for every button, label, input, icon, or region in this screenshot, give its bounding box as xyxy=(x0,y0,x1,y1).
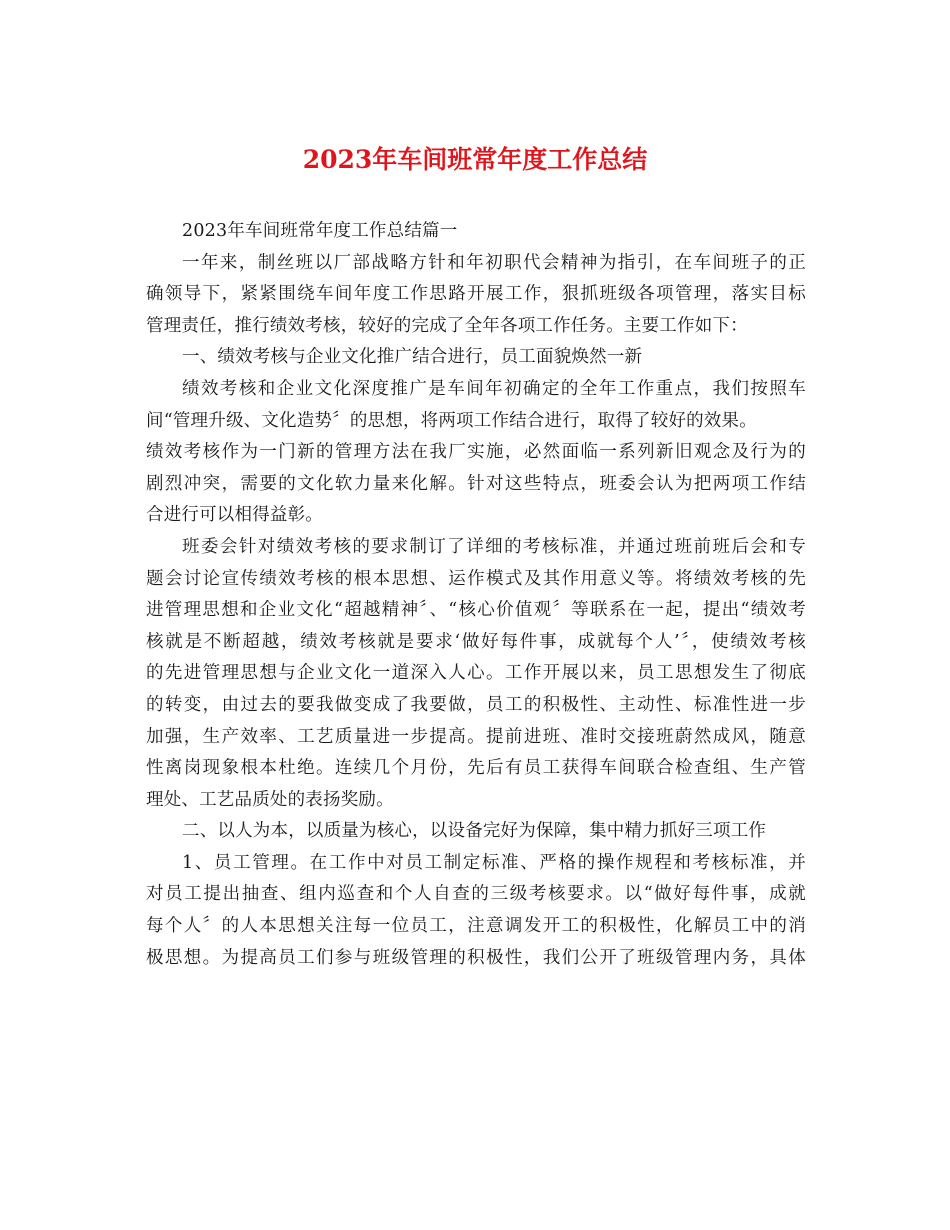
paragraph-line: 班委会针对绩效考核的要求制订了详细的考核标准，并通过班前班后会和专 xyxy=(182,536,806,557)
document-title: 2023年车间班常年度工作总结 xyxy=(302,145,648,174)
paragraph-line: 绩效考核作为一门新的管理方法在我厂实施，必然面临一系列新旧观念及行为的 xyxy=(146,442,806,463)
paragraph-line: 理处、工艺品质处的表扬奖励。 xyxy=(146,789,394,810)
paragraph-line: 剧烈冲突，需要的文化软力量来化解。针对这些特点，班委会认为把两项工作结 xyxy=(146,473,806,494)
paragraph-line: 加强，生产效率、工艺质量进一步提高。提前进班、准时交接班蔚然成风，随意 xyxy=(146,726,806,747)
paragraph-line: 性离岗现象根本杜绝。连续几个月份，先后有员工获得车间联合检查组、生产管 xyxy=(146,758,806,779)
paragraph-line: 每个人〞的人本思想关注每一位员工，注意调发开工的积极性，化解员工中的消 xyxy=(146,916,806,937)
paragraph-line: 对员工提出抽查、组内巡查和个人自查的三级考核要求。以“做好每件事，成就 xyxy=(146,884,806,905)
paragraph-line: 1、员工管理。在工作中对员工制定标准、严格的操作规程和考核标准，并 xyxy=(182,852,806,873)
paragraph-line: 的转变，由过去的要我做变成了我要做，员工的积极性、主动性、标准性进一步 xyxy=(146,694,806,715)
paragraph-line: 管理责任，推行绩效考核，较好的完成了全年各项工作任务。主要工作如下： xyxy=(146,315,748,336)
section-heading-two: 二、以人为本，以质量为核心，以设备完好为保障，集中精力抓好三项工作 xyxy=(182,821,767,842)
document-body xyxy=(146,216,806,974)
paragraph-line: 进管理思想和企业文化“超越精神〞、“核心价值观〞等联系在一起，提出“绩效考 xyxy=(146,600,806,621)
paragraph-line: 极思想。为提高员工们参与班级管理的积极性，我们公开了班级管理内务，具体 xyxy=(146,947,806,968)
section-heading-one: 一、绩效考核与企业文化推广结合进行，员工面貌焕然一新 xyxy=(182,347,643,368)
paragraph-line: 合进行可以相得益彰。 xyxy=(146,505,323,526)
paragraph-line: 确领导下，紧紧围绕车间年度工作思路开展工作，狠抓班级各项管理，落实目标 xyxy=(146,284,806,305)
paragraph-line: 的先进管理思想与企业文化一道深入人心。工作开展以来，员工思想发生了彻底 xyxy=(146,663,806,684)
section-heading-part-one: 2023年车间班常年度工作总结篇一 xyxy=(182,221,458,241)
paragraph-line: 核就是不断超越，绩效考核就是要求‘做好每件事，成就每个人’〞，使绩效考核 xyxy=(146,631,806,652)
paragraph-line: 绩效考核和企业文化深度推广是车间年初确定的全年工作重点，我们按照车 xyxy=(182,378,806,399)
paragraph-line: 间“管理升级、文化造势〞的思想，将两项工作结合进行，取得了较好的效果。 xyxy=(146,410,757,431)
paragraph-line: 题会讨论宣传绩效考核的根本思想、运作模式及其作用意义等。将绩效考核的先 xyxy=(146,568,806,589)
paragraph-line: 一年来，制丝班以厂部战略方针和年初职代会精神为指引，在车间班子的正 xyxy=(182,252,806,273)
